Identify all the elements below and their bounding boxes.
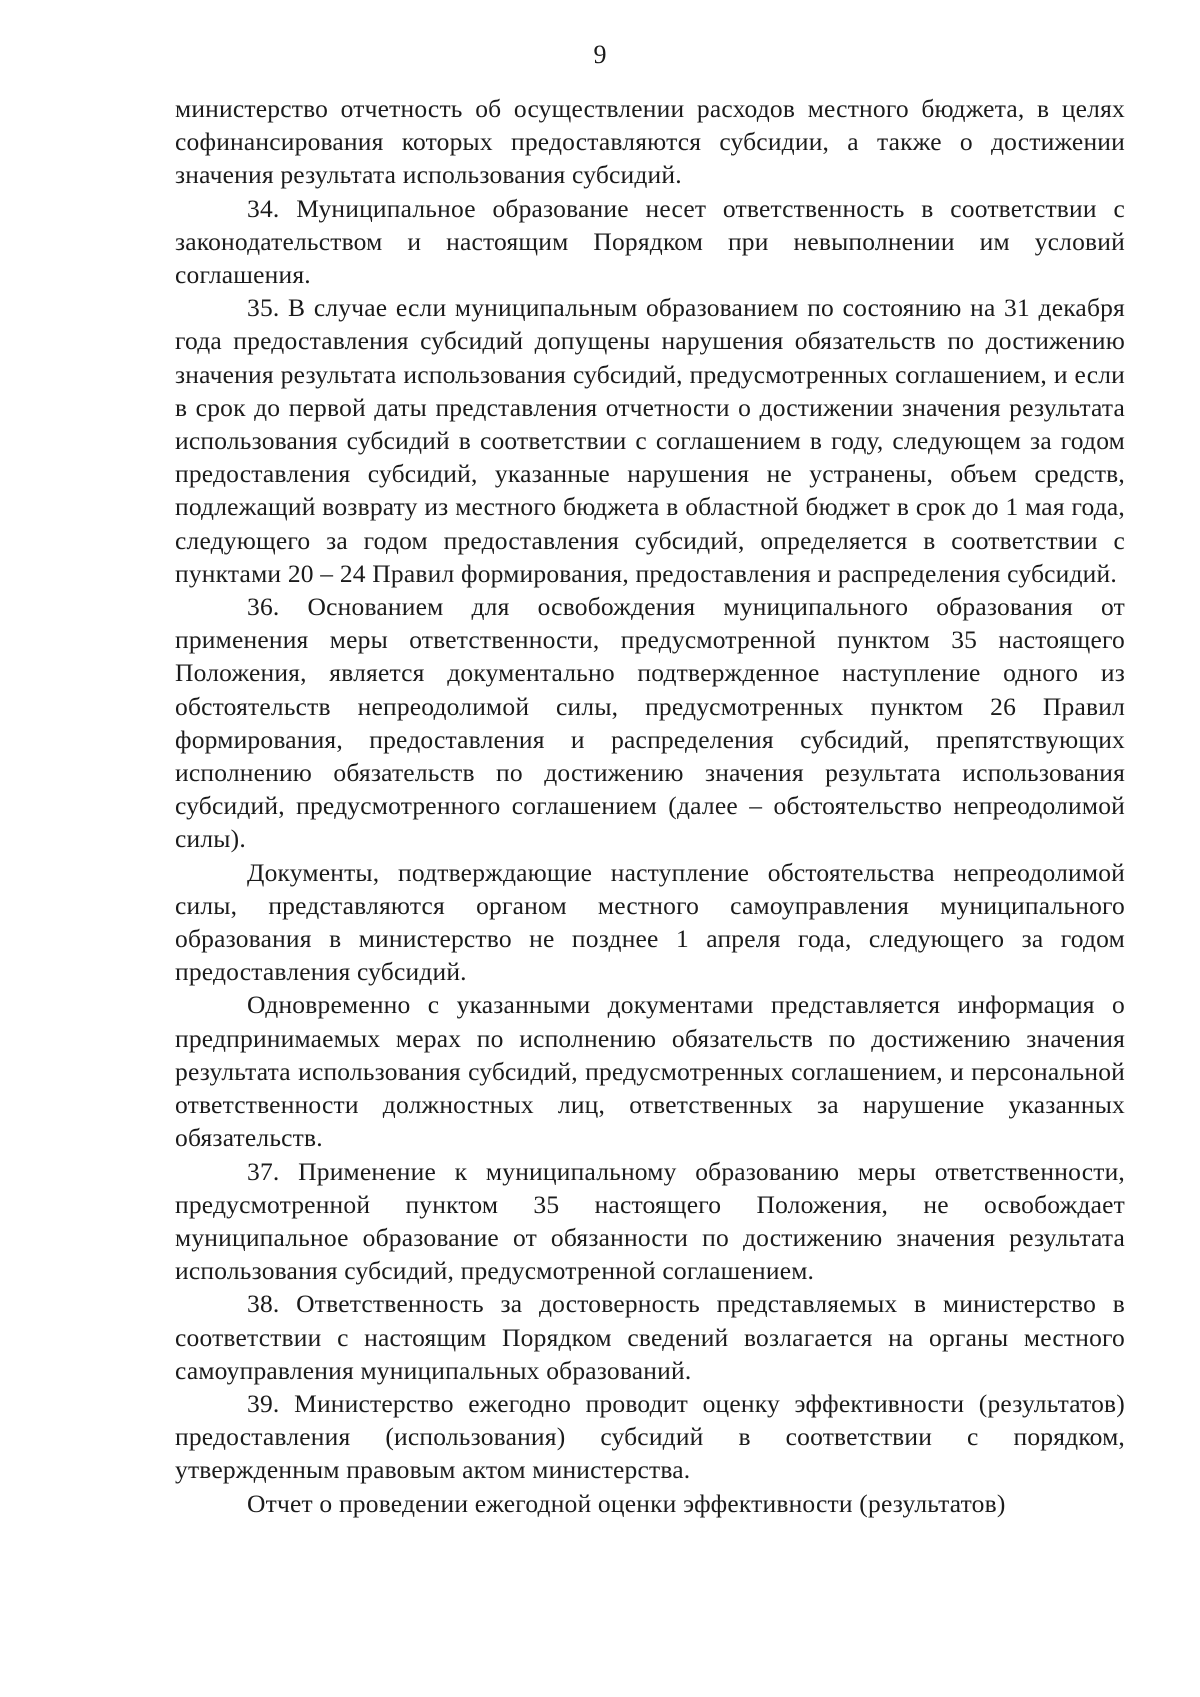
document-body (175, 92, 1125, 1520)
paragraph-continuation: министерство отчетность об осуществлении расходов местного бюджета, в целях софинансирования которых предоставляются субсидии, а также о достижении значения результата использования субсидий. (175, 94, 1125, 190)
paragraph-35: 35. В случае если муниципальным образованием по состоянию на 31 декабря года предоставления субсидий допущены нарушения обязательств по достижению значения результата использования субсидий, предусмотренных соглашением, и если в срок до первой даты представления отчетности о достижении значения результата использования субсидий в соответствии с соглашением в году, следующем за годом предоставления субсидий, указанные нарушения не устранены, объем средств, подлежащий возврату из местного бюджета в областной бюджет в срок до 1 мая года, следующего за годом предоставления субсидий, определяется в соответствии с пунктами 20 – 24 Правил формирования, предоставления и распределения субсидий. (175, 293, 1125, 588)
paragraph-36-documents: Документы, подтверждающие наступление обстоятельства непреодолимой силы, представляются органом местного самоуправления муниципального образования в министерство не позднее 1 апреля года, следующего за годом предоставления субсидий. (175, 857, 1125, 987)
paragraph-39-report: Отчет о проведении ежегодной оценки эффективности (результатов) (247, 1488, 1006, 1518)
paragraph-39: 39. Министерство ежегодно проводит оценку эффективности (результатов) предоставления (использования) субсидий в соответствии с порядком, утвержденным правовым актом министерства. (175, 1388, 1125, 1485)
paragraph-34: 34. Муниципальное образование несет ответственность в соответствии с законодательством и настоящим Порядком при невыполнении им условий соглашения. (175, 193, 1125, 290)
paragraph-36-information: Одновременно с указанными документами представляется информация о предпринимаемых мерах по исполнению обязательств по достижению значения результата использования субсидий, предусмотренных соглашением, и персональной ответственности должностных лиц, ответственных за нарушение указанных обязательств. (175, 990, 1125, 1153)
paragraph-38: 38. Ответственность за достоверность представляемых в министерство в соответствии с настоящим Порядком сведений возлагается на органы местного самоуправления муниципальных образований. (175, 1289, 1125, 1385)
paragraph-36: 36. Основанием для освобождения муниципального образования от применения меры ответственности, предусмотренной пунктом 35 настоящего Положения, является документально подтвержденное наступление одного из обстоятельств непреодолимой силы, предусмотренных пунктом 26 Правил формирования, предоставления и распределения субсидий, препятствующих исполнению обязательств по достижению значения результата использования субсидий, предусмотренного соглашением (далее – обстоятельство непреодолимой силы). (175, 592, 1125, 854)
page-number: 9 (593, 40, 607, 69)
paragraph-37: 37. Применение к муниципальному образованию меры ответственности, предусмотренной пунктом 35 настоящего Положения, не освобождает муниципальное образование от обязанности по достижению значения результата использования субсидий, предусмотренной соглашением. (175, 1156, 1125, 1286)
